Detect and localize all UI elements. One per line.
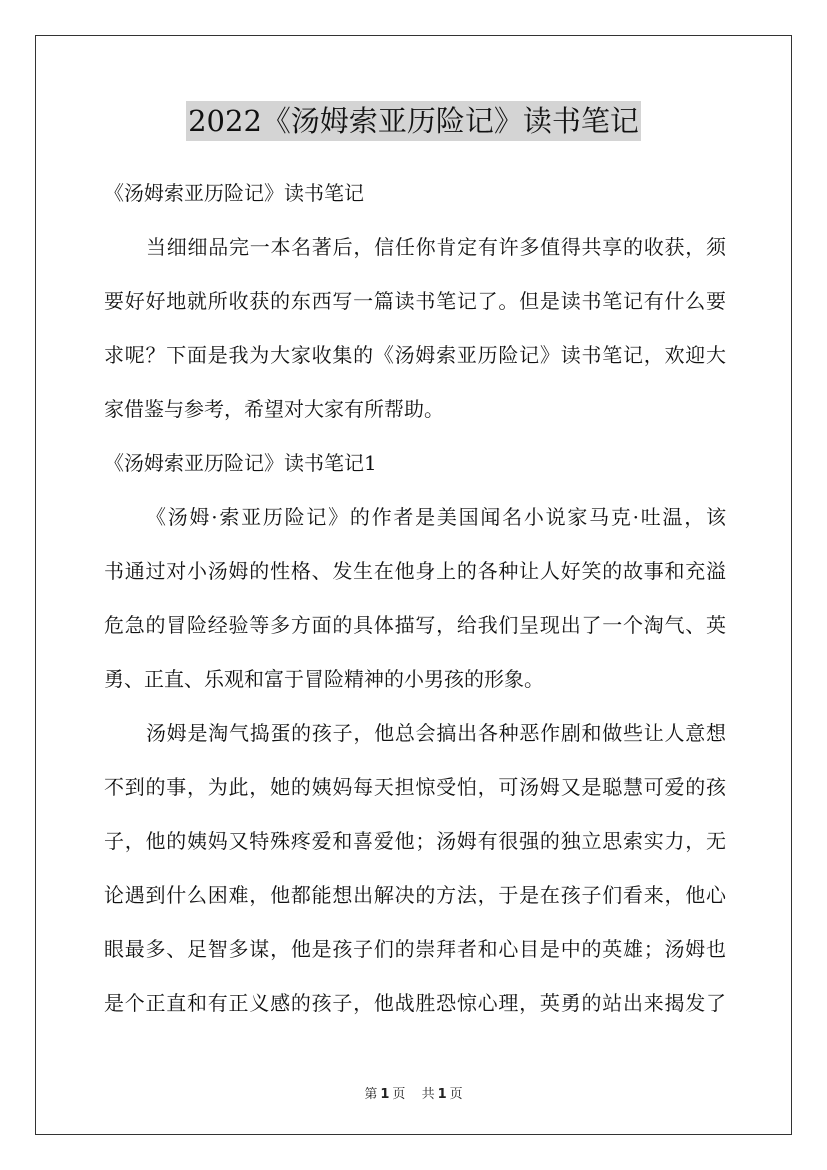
text-line: 勇、正直、乐观和富于冒险精神的小男孩的形象。: [104, 667, 544, 691]
document-body: [104, 173, 726, 1037]
total-indicator: [419, 1087, 466, 1102]
text-line: 危急的冒险经验等多方面的具体描写，给我们呈现出了一个淘气、英: [104, 613, 726, 637]
text-line: 《汤姆索亚历险记》读书笔记1: [104, 451, 377, 475]
text-line: 眼最多、足智多谋，他是孩子们的崇拜者和心目是中的英雄；汤姆也: [104, 937, 726, 961]
page-suffix: 页: [392, 1087, 406, 1102]
text-line: 家借鉴与参考，希望对大家有所帮助。: [104, 397, 444, 421]
text-line: 《汤姆索亚历险记》读书笔记: [104, 181, 364, 205]
text-line: 是个正直和有正义感的孩子，他战胜恐惊心理，英勇的站出来揭发了: [104, 991, 726, 1015]
text-line: 书通过对小汤姆的性格、发生在他身上的各种让人好笑的故事和充溢: [104, 559, 726, 583]
page-footer: [0, 1083, 827, 1102]
text-line: 论遇到什么困难，他都能想出解决的方法，于是在孩子们看来，他心: [104, 883, 726, 907]
page-indicator: [361, 1087, 408, 1102]
text-line: 不到的事，为此，她的姨妈每天担惊受怕，可汤姆又是聪慧可爱的孩: [104, 775, 726, 799]
total-number: 1: [437, 1087, 447, 1102]
title-container: [0, 101, 827, 141]
text-line: 当细细品完一本名著后，信任你肯定有许多值得共享的收获，须: [146, 235, 726, 259]
text-line: 《汤姆·索亚历险记》的作者是美国闻名小说家马克·吐温，该: [146, 505, 726, 529]
page-prefix: 第: [364, 1087, 378, 1102]
text-line: 求呢？下面是我为大家收集的《汤姆索亚历险记》读书笔记，欢迎大: [104, 343, 726, 367]
text-line: 要好好地就所收获的东西写一篇读书笔记了。但是读书笔记有什么要: [104, 289, 726, 313]
text-line: 汤姆是淘气捣蛋的孩子，他总会搞出各种恶作剧和做些让人意想: [146, 721, 726, 745]
page-number: 1: [380, 1087, 390, 1102]
total-suffix: 页: [449, 1087, 463, 1102]
document-title: 2022《汤姆索亚历险记》读书笔记: [186, 101, 641, 141]
text-line: 子，他的姨妈又特殊疼爱和喜爱他；汤姆有很强的独立思索实力，无: [104, 829, 726, 853]
total-prefix: 共: [421, 1087, 435, 1102]
